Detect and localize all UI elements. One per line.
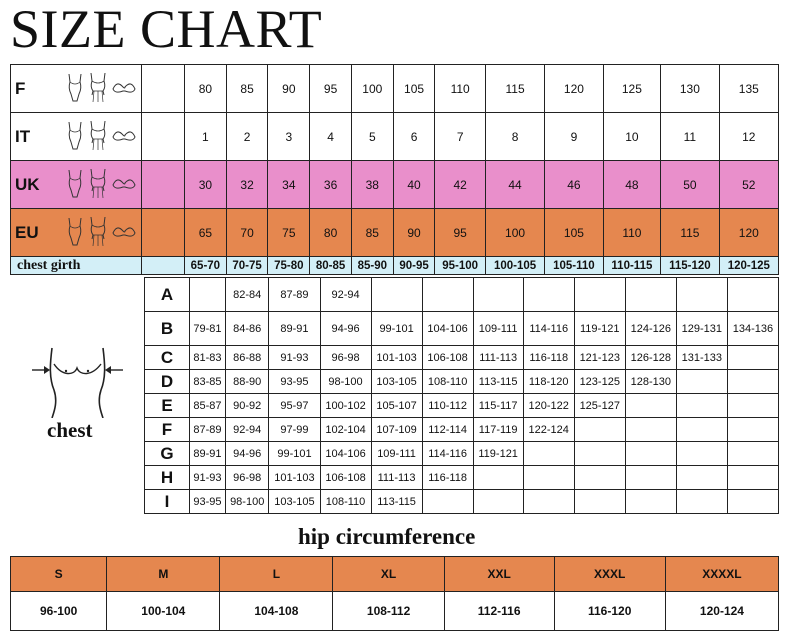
cup-value: 96-98 [225, 466, 269, 490]
cup-value: 98-100 [225, 490, 269, 514]
hip-size-label: L [220, 557, 333, 592]
cup-value [727, 278, 778, 312]
size-value: 100 [485, 209, 544, 257]
cup-row-g [145, 442, 779, 466]
cup-value: 91-93 [269, 346, 320, 370]
cup-value [727, 466, 778, 490]
cup-value: 108-110 [422, 370, 473, 394]
cup-value: 94-96 [225, 442, 269, 466]
size-value: 32 [226, 161, 268, 209]
cup-value: 106-108 [422, 346, 473, 370]
size-value: 95 [310, 65, 352, 113]
bra-icon [111, 77, 137, 97]
size-value: 115 [661, 209, 719, 257]
size-system-label: F [11, 65, 66, 113]
cup-row-c [145, 346, 779, 370]
size-system-label: EU [11, 209, 66, 257]
cup-value: 110-112 [422, 394, 473, 418]
cup-value: 126-128 [625, 346, 676, 370]
cup-value: 84-86 [225, 312, 269, 346]
cup-value [473, 490, 523, 514]
size-value: 120 [545, 65, 603, 113]
cup-value [676, 370, 727, 394]
size-value: 48 [603, 161, 661, 209]
size-system-table [10, 64, 779, 275]
size-value: 7 [435, 113, 486, 161]
cup-label: E [145, 394, 190, 418]
size-value: 130 [661, 65, 719, 113]
cup-value: 102-104 [320, 418, 371, 442]
cup-value: 131-133 [676, 346, 727, 370]
cup-value: 120-122 [523, 394, 574, 418]
size-value: 120 [719, 209, 778, 257]
chest-girth-value: 120-125 [719, 257, 778, 275]
cup-value: 113-115 [473, 370, 523, 394]
chest-girth-value: 80-85 [310, 257, 352, 275]
size-value: 10 [603, 113, 661, 161]
size-value: 85 [351, 209, 393, 257]
bra-icon [111, 173, 137, 193]
cup-value: 93-95 [269, 370, 320, 394]
size-value: 105 [393, 65, 435, 113]
hip-table [10, 556, 779, 631]
bodysuit-icon [65, 168, 85, 198]
cup-value [625, 394, 676, 418]
size-value: 5 [351, 113, 393, 161]
cup-label: D [145, 370, 190, 394]
cup-label: B [145, 312, 190, 346]
size-value: 36 [310, 161, 352, 209]
size-value: 80 [185, 65, 227, 113]
cup-value [523, 278, 574, 312]
cup-value: 85-87 [190, 394, 226, 418]
hip-value: 116-120 [554, 592, 665, 631]
cup-value: 101-103 [371, 346, 422, 370]
cup-size-table [144, 277, 779, 514]
cup-value: 123-125 [574, 370, 625, 394]
corset-icon [86, 119, 110, 151]
cup-value: 122-124 [523, 418, 574, 442]
chest-girth-value: 75-80 [268, 257, 310, 275]
hip-size-label: XXXL [554, 557, 665, 592]
cup-value: 106-108 [320, 466, 371, 490]
size-row-uk [11, 161, 779, 209]
garment-icons [65, 65, 142, 113]
size-value: 42 [435, 161, 486, 209]
garment-icons [65, 161, 142, 209]
cup-value: 124-126 [625, 312, 676, 346]
cup-value: 99-101 [269, 442, 320, 466]
cup-row-e [145, 394, 779, 418]
cup-value: 103-105 [269, 490, 320, 514]
cup-value: 92-94 [225, 418, 269, 442]
size-value: 46 [545, 161, 603, 209]
size-value: 2 [226, 113, 268, 161]
cup-value: 108-110 [320, 490, 371, 514]
chest-girth-value: 70-75 [226, 257, 268, 275]
cup-value [625, 442, 676, 466]
bodysuit-icon [65, 72, 85, 102]
chest-girth-row [11, 257, 779, 275]
size-value: 8 [485, 113, 544, 161]
size-value: 4 [310, 113, 352, 161]
size-value: 11 [661, 113, 719, 161]
bra-icon [111, 221, 137, 241]
cup-value: 93-95 [190, 490, 226, 514]
hip-size-label: M [107, 557, 220, 592]
chest-girth-label: chest girth [11, 257, 142, 275]
hip-size-label: XXXXL [665, 557, 778, 592]
cup-value: 89-91 [269, 312, 320, 346]
cup-row-h [145, 466, 779, 490]
hip-title: hip circumference [298, 524, 476, 549]
size-value: 30 [185, 161, 227, 209]
cup-value: 118-120 [523, 370, 574, 394]
cup-value [676, 394, 727, 418]
cup-value: 103-105 [371, 370, 422, 394]
cup-value: 81-83 [190, 346, 226, 370]
cup-label: G [145, 442, 190, 466]
cup-value [676, 466, 727, 490]
cup-value [574, 278, 625, 312]
size-value: 34 [268, 161, 310, 209]
chest-measure-icon [30, 342, 125, 418]
chest-girth-value: 100-105 [485, 257, 544, 275]
cup-row-b [145, 312, 779, 346]
cup-value: 129-131 [676, 312, 727, 346]
cup-value [625, 490, 676, 514]
cup-value: 99-101 [371, 312, 422, 346]
chest-girth-value: 95-100 [435, 257, 486, 275]
cup-value: 91-93 [190, 466, 226, 490]
size-value: 44 [485, 161, 544, 209]
size-value: 110 [603, 209, 661, 257]
empty-cell [142, 161, 185, 209]
cup-value [727, 418, 778, 442]
cup-value: 83-85 [190, 370, 226, 394]
cup-value [727, 442, 778, 466]
cup-label: A [145, 278, 190, 312]
cup-value: 87-89 [190, 418, 226, 442]
chest-girth-value: 65-70 [185, 257, 227, 275]
corset-icon [86, 71, 110, 103]
bra-icon [111, 125, 137, 145]
page-title: SIZE CHART [10, 0, 323, 59]
size-value: 12 [719, 113, 778, 161]
cup-value: 90-92 [225, 394, 269, 418]
cup-value: 111-113 [473, 346, 523, 370]
hip-value: 112-116 [444, 592, 554, 631]
size-value: 3 [268, 113, 310, 161]
cup-value [676, 490, 727, 514]
empty-cell [142, 209, 185, 257]
size-value: 80 [310, 209, 352, 257]
cup-value: 114-116 [523, 312, 574, 346]
cup-value: 101-103 [269, 466, 320, 490]
cup-row-f [145, 418, 779, 442]
size-value: 85 [226, 65, 268, 113]
cup-value: 114-116 [422, 442, 473, 466]
chest-girth-value: 85-90 [351, 257, 393, 275]
cup-value: 95-97 [269, 394, 320, 418]
chest-label: chest [47, 418, 93, 442]
corset-icon [86, 167, 110, 199]
hip-value: 96-100 [11, 592, 107, 631]
cup-value: 121-123 [574, 346, 625, 370]
cup-value: 86-88 [225, 346, 269, 370]
cup-row-d [145, 370, 779, 394]
cup-value [676, 278, 727, 312]
cup-value: 97-99 [269, 418, 320, 442]
cup-value: 111-113 [371, 466, 422, 490]
empty-cell [142, 257, 185, 275]
cup-value: 88-90 [225, 370, 269, 394]
cup-label: F [145, 418, 190, 442]
size-system-label: IT [11, 113, 66, 161]
size-system-label: UK [11, 161, 66, 209]
cup-value [422, 278, 473, 312]
cup-value: 134-136 [727, 312, 778, 346]
cup-value: 119-121 [473, 442, 523, 466]
cup-value: 89-91 [190, 442, 226, 466]
cup-row-i [145, 490, 779, 514]
size-value: 70 [226, 209, 268, 257]
empty-cell [142, 113, 185, 161]
cup-value: 109-111 [371, 442, 422, 466]
size-value: 90 [393, 209, 435, 257]
hip-value: 120-124 [665, 592, 778, 631]
size-value: 1 [185, 113, 227, 161]
chest-girth-value: 90-95 [393, 257, 435, 275]
cup-value [676, 442, 727, 466]
cup-row-a [145, 278, 779, 312]
cup-value: 116-118 [523, 346, 574, 370]
cup-value: 115-117 [473, 394, 523, 418]
size-value: 115 [485, 65, 544, 113]
cup-value [727, 370, 778, 394]
size-value: 50 [661, 161, 719, 209]
cup-value [574, 418, 625, 442]
hip-value: 100-104 [107, 592, 220, 631]
cup-label: C [145, 346, 190, 370]
cup-value: 92-94 [320, 278, 371, 312]
cup-value [190, 278, 226, 312]
chest-girth-value: 115-120 [661, 257, 719, 275]
cup-value [473, 466, 523, 490]
cup-value [727, 490, 778, 514]
empty-cell [142, 65, 185, 113]
cup-value: 105-107 [371, 394, 422, 418]
size-row-f [11, 65, 779, 113]
hip-size-label: XXL [444, 557, 554, 592]
size-value: 9 [545, 113, 603, 161]
size-value: 40 [393, 161, 435, 209]
cup-value: 104-106 [422, 312, 473, 346]
cup-value [523, 466, 574, 490]
cup-value: 94-96 [320, 312, 371, 346]
bodysuit-icon [65, 216, 85, 246]
cup-value [574, 466, 625, 490]
chest-girth-value: 105-110 [545, 257, 603, 275]
size-row-eu [11, 209, 779, 257]
cup-value: 98-100 [320, 370, 371, 394]
hip-size-label: S [11, 557, 107, 592]
cup-value: 117-119 [473, 418, 523, 442]
size-value: 38 [351, 161, 393, 209]
hip-value: 104-108 [220, 592, 333, 631]
cup-value [371, 278, 422, 312]
size-row-it [11, 113, 779, 161]
cup-value [422, 490, 473, 514]
corset-icon [86, 215, 110, 247]
garment-icons [65, 209, 142, 257]
hip-size-label: XL [333, 557, 444, 592]
cup-value: 96-98 [320, 346, 371, 370]
cup-value [574, 442, 625, 466]
cup-value: 79-81 [190, 312, 226, 346]
cup-value [625, 418, 676, 442]
cup-value: 82-84 [225, 278, 269, 312]
cup-value [625, 466, 676, 490]
cup-value: 87-89 [269, 278, 320, 312]
cup-label: H [145, 466, 190, 490]
size-value: 52 [719, 161, 778, 209]
cup-value [574, 490, 625, 514]
cup-value: 104-106 [320, 442, 371, 466]
hip-value: 108-112 [333, 592, 444, 631]
cup-value: 109-111 [473, 312, 523, 346]
cup-label: I [145, 490, 190, 514]
size-value: 125 [603, 65, 661, 113]
size-value: 135 [719, 65, 778, 113]
cup-value: 107-109 [371, 418, 422, 442]
cup-value [523, 442, 574, 466]
bodysuit-icon [65, 120, 85, 150]
cup-value: 125-127 [574, 394, 625, 418]
size-value: 6 [393, 113, 435, 161]
cup-value [727, 346, 778, 370]
size-value: 65 [185, 209, 227, 257]
size-value: 110 [435, 65, 486, 113]
size-value: 75 [268, 209, 310, 257]
cup-value: 128-130 [625, 370, 676, 394]
cup-value [523, 490, 574, 514]
cup-value: 116-118 [422, 466, 473, 490]
size-value: 105 [545, 209, 603, 257]
cup-value: 119-121 [574, 312, 625, 346]
cup-value: 112-114 [422, 418, 473, 442]
cup-value [676, 418, 727, 442]
size-value: 90 [268, 65, 310, 113]
chest-girth-value: 110-115 [603, 257, 661, 275]
size-value: 95 [435, 209, 486, 257]
cup-value [473, 278, 523, 312]
cup-value [727, 394, 778, 418]
cup-value: 113-115 [371, 490, 422, 514]
size-value: 100 [351, 65, 393, 113]
cup-value: 100-102 [320, 394, 371, 418]
cup-value [625, 278, 676, 312]
garment-icons [65, 113, 142, 161]
